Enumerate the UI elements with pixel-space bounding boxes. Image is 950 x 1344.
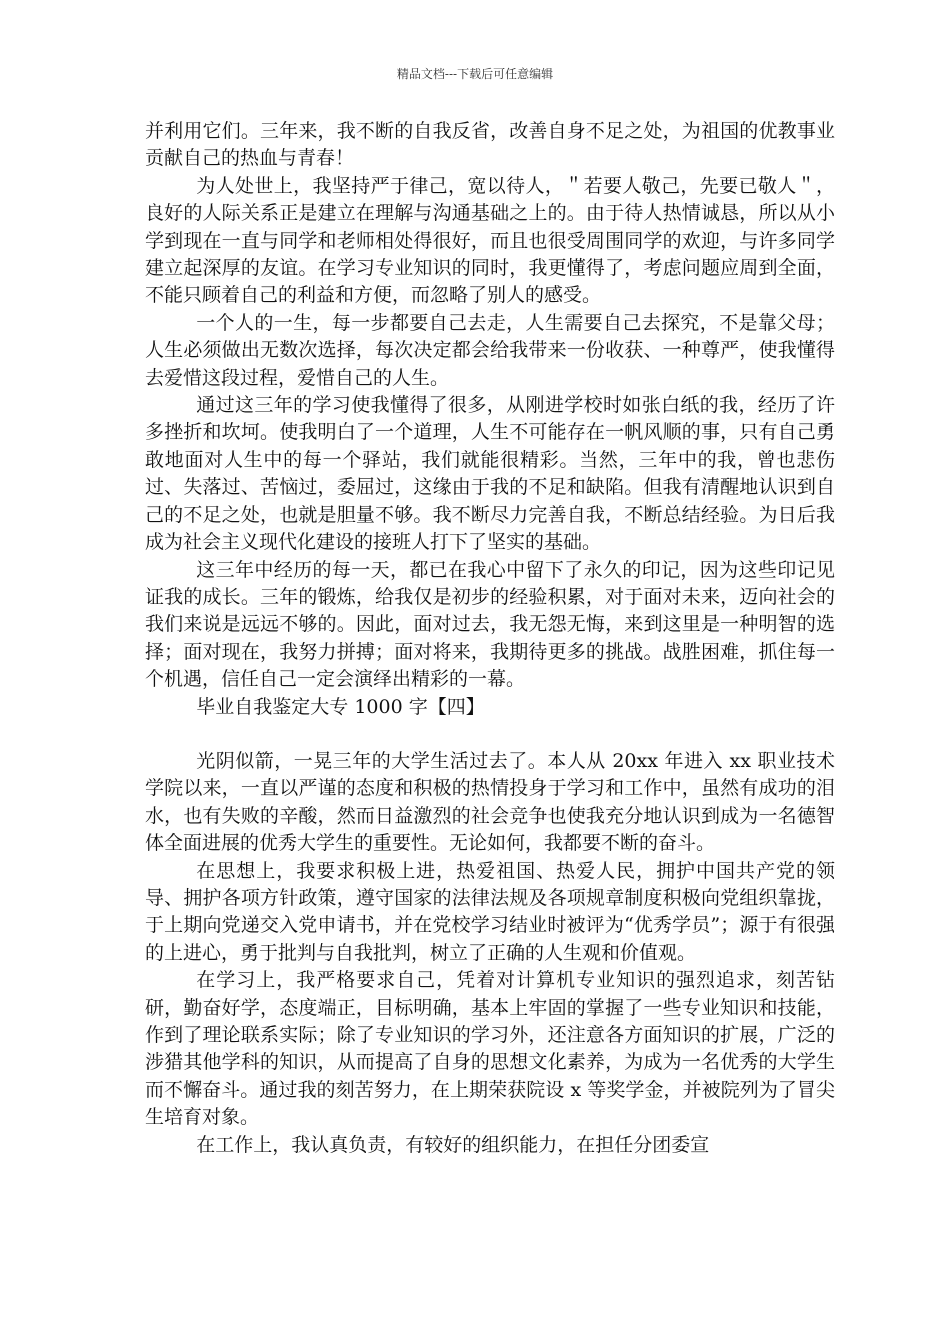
paragraph-interpersonal: 为人处世上，我坚持严于律己，宽以待人，＂若要人敬己，先要已敬人＂，良好的人际关系正是建立在理解与沟通基础之上的。由于待人热情诚恳，所以从小学到现在一直与同学和老师相处得很好，而且也很受周围同学的欢迎，与许多同学建立起深厚的友谊。在学习专业知识的同时，我更懂得了，考虑问题应周到全面，不能只顾着自己的利益和方便，而忽略了别人的感受。 bbox=[145, 174, 835, 307]
section-heading: 毕业自我鉴定大专 1000 字【四】 bbox=[196, 695, 485, 718]
paragraph-continuation: 并利用它们。三年来，我不断的自我反省，改善自身不足之处，为祖国的优教事业贡献自己的热血与青春！ bbox=[145, 120, 835, 170]
page-header: 精品文档---下载后可任意编辑 bbox=[396, 67, 554, 81]
paragraph-work: 在工作上，我认真负责，有较好的组织能力，在担任分团委宣 bbox=[196, 1133, 710, 1156]
document-body bbox=[145, 118, 835, 1159]
paragraph-life: 一个人的一生，每一步都要自己去走，人生需要自己去探究，不是靠父母；人生必须做出无数次选择，每次决定都会给我带来一份收获、一种尊严，使我懂得去爱惜这段过程，爱惜自己的人生。 bbox=[145, 311, 835, 389]
paragraph-intro: 光阴似箭，一晃三年的大学生活过去了。本人从 20xx 年进入 xx 职业技术学院以来，一直以严谨的态度和积极的热情投身于学习和工作中，虽然有成功的泪水，也有失败的辛酸，然而日益激烈的社会竞争也使我充分地认识到成为一名德智体全面进展的优秀大学生的重要性。无论如何，我都要不断的奋斗。 bbox=[145, 749, 835, 855]
paragraph-three-years-memory: 这三年中经历的每一天，都已在我心中留下了永久的印记，因为这些印记见证我的成长。三年的锻炼，给我仅是初步的经验积累，对于面对未来，迈向社会的我们来说是远远不够的。因此，面对过去，我无怨无悔，来到这里是一种明智的选择；面对现在，我努力拼搏；面对将来，我期待更多的挑战。战胜困难，抓住每一个机遇，信任自己一定会演绎出精彩的一幕。 bbox=[145, 558, 835, 691]
paragraph-study: 在学习上，我严格要求自己，凭着对计算机专业知识的强烈追求，刻苦钻研，勤奋好学，态度端正，目标明确，基本上牢固的掌握了一些专业知识和技能，作到了理论联系实际；除了专业知识的学习外，还注意各方面知识的扩展，广泛的涉猎其他学科的知识，从而提高了自身的思想文化素养，为成为一名优秀的大学生而不懈奋斗。通过我的刻苦努力，在上期荣获院设 x 等奖学金，并被院列为了冒尖生培育对象。 bbox=[145, 969, 835, 1129]
paragraph-three-years-learning: 通过这三年的学习使我懂得了很多，从刚进学校时如张白纸的我，经历了许多挫折和坎坷。使我明白了一个道理，人生不可能存在一帆风顺的事，只有自己勇敢地面对人生中的每一个驿站，我们就能很精彩。当然，三年中的我，曾也悲伤过、失落过、苦恼过，委屈过，这缘由于我的不足和缺陷。但我有清醒地认识到自己的不足之处，也就是胆量不够。我不断尽力完善自我，不断总结经验。为日后我成为社会主义现代化建设的接班人打下了坚实的基础。 bbox=[145, 394, 835, 554]
paragraph-ideology: 在思想上，我要求积极上进，热爱祖国、热爱人民，拥护中国共产党的领导、拥护各项方针政策，遵守国家的法律法规及各项规章制度积极向党组织靠拢，于上期向党递交入党申请书，并在党校学习结业时被评为“优秀学员”；源于有很强的上进心，勇于批判与自我批判，树立了正确的人生观和价值观。 bbox=[145, 859, 835, 964]
